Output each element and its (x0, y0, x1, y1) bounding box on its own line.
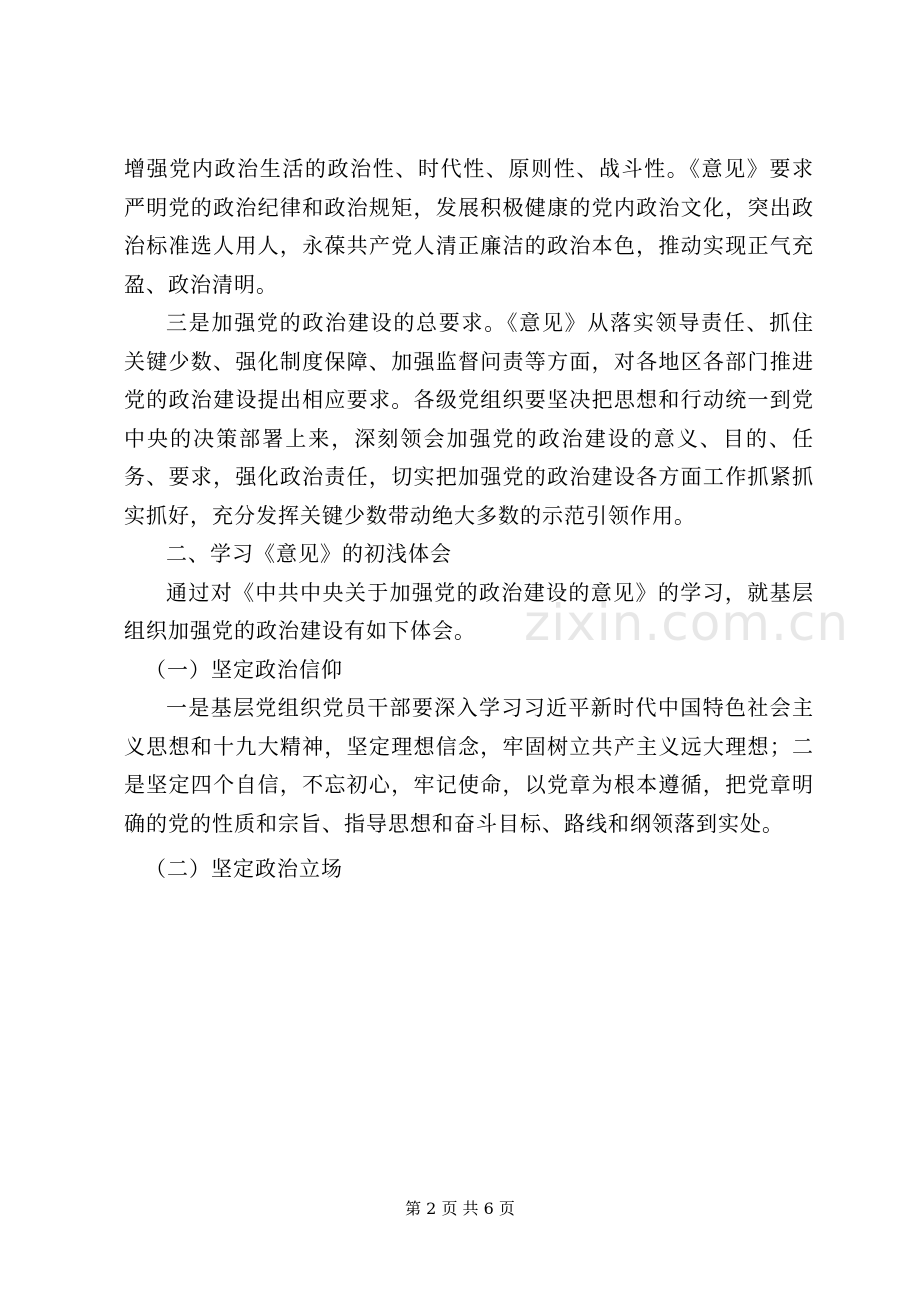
paragraph-political-faith: 一是基层党组织党员干部要深入学习习近平新时代中国特色社会主义思想和十九大精神，坚定理想信念，牢固树立共产主义远大理想；二是坚定四个自信，不忘初心，牢记使命，以党章为根本遵循，把党章明确的党的性质和宗旨、指导思想和奋斗目标、路线和纲领落到实处。 (124, 696, 814, 836)
paragraph-third-requirement: 三是加强党的政治建设的总要求。《意见》从落实领导责任、抓住关键少数、强化制度保障、加强监督问责等方面，对各地区各部门推进党的政治建设提出相应要求。各级党组织要坚决把思想和行动统一到党中央的决策部署上来，深刻领会加强党的政治建设的意义、目的、任务、要求，强化政治责任，切实把加强党的政治建设各方面工作抓紧抓实抓好，充分发挥关键少数带动绝大多数的示范引领作用。 (124, 311, 814, 528)
paragraph-gap (124, 843, 814, 850)
document-body (124, 150, 814, 889)
subheading-political-faith: （一）坚定政治信仰 (145, 657, 343, 682)
watermark-logo-text: zixin.com.cn (524, 594, 850, 652)
page-footer: 第 2 页 共 6 页 (405, 1199, 515, 1218)
subheading-political-stance: （二）坚定政治立场 (145, 857, 343, 881)
paragraph-continuation: 增强党内政治生活的政治性、时代性、原则性、战斗性。《意见》要求严明党的政治纪律和政治规矩，发展积极健康的党内政治文化，突出政治标准选人用人，永葆共产党人清正廉洁的政治本色，推动实现正气充盈、政治清明。 (124, 157, 814, 297)
section-heading-learning-insights: 二、学习《意见》的初浅体会 (166, 542, 452, 566)
paragraph-intro-insights: 通过对《中共中央关于加强党的政治建设的意见》的学习，就基层组织加强党的政治建设有如下体会。 (124, 580, 814, 643)
